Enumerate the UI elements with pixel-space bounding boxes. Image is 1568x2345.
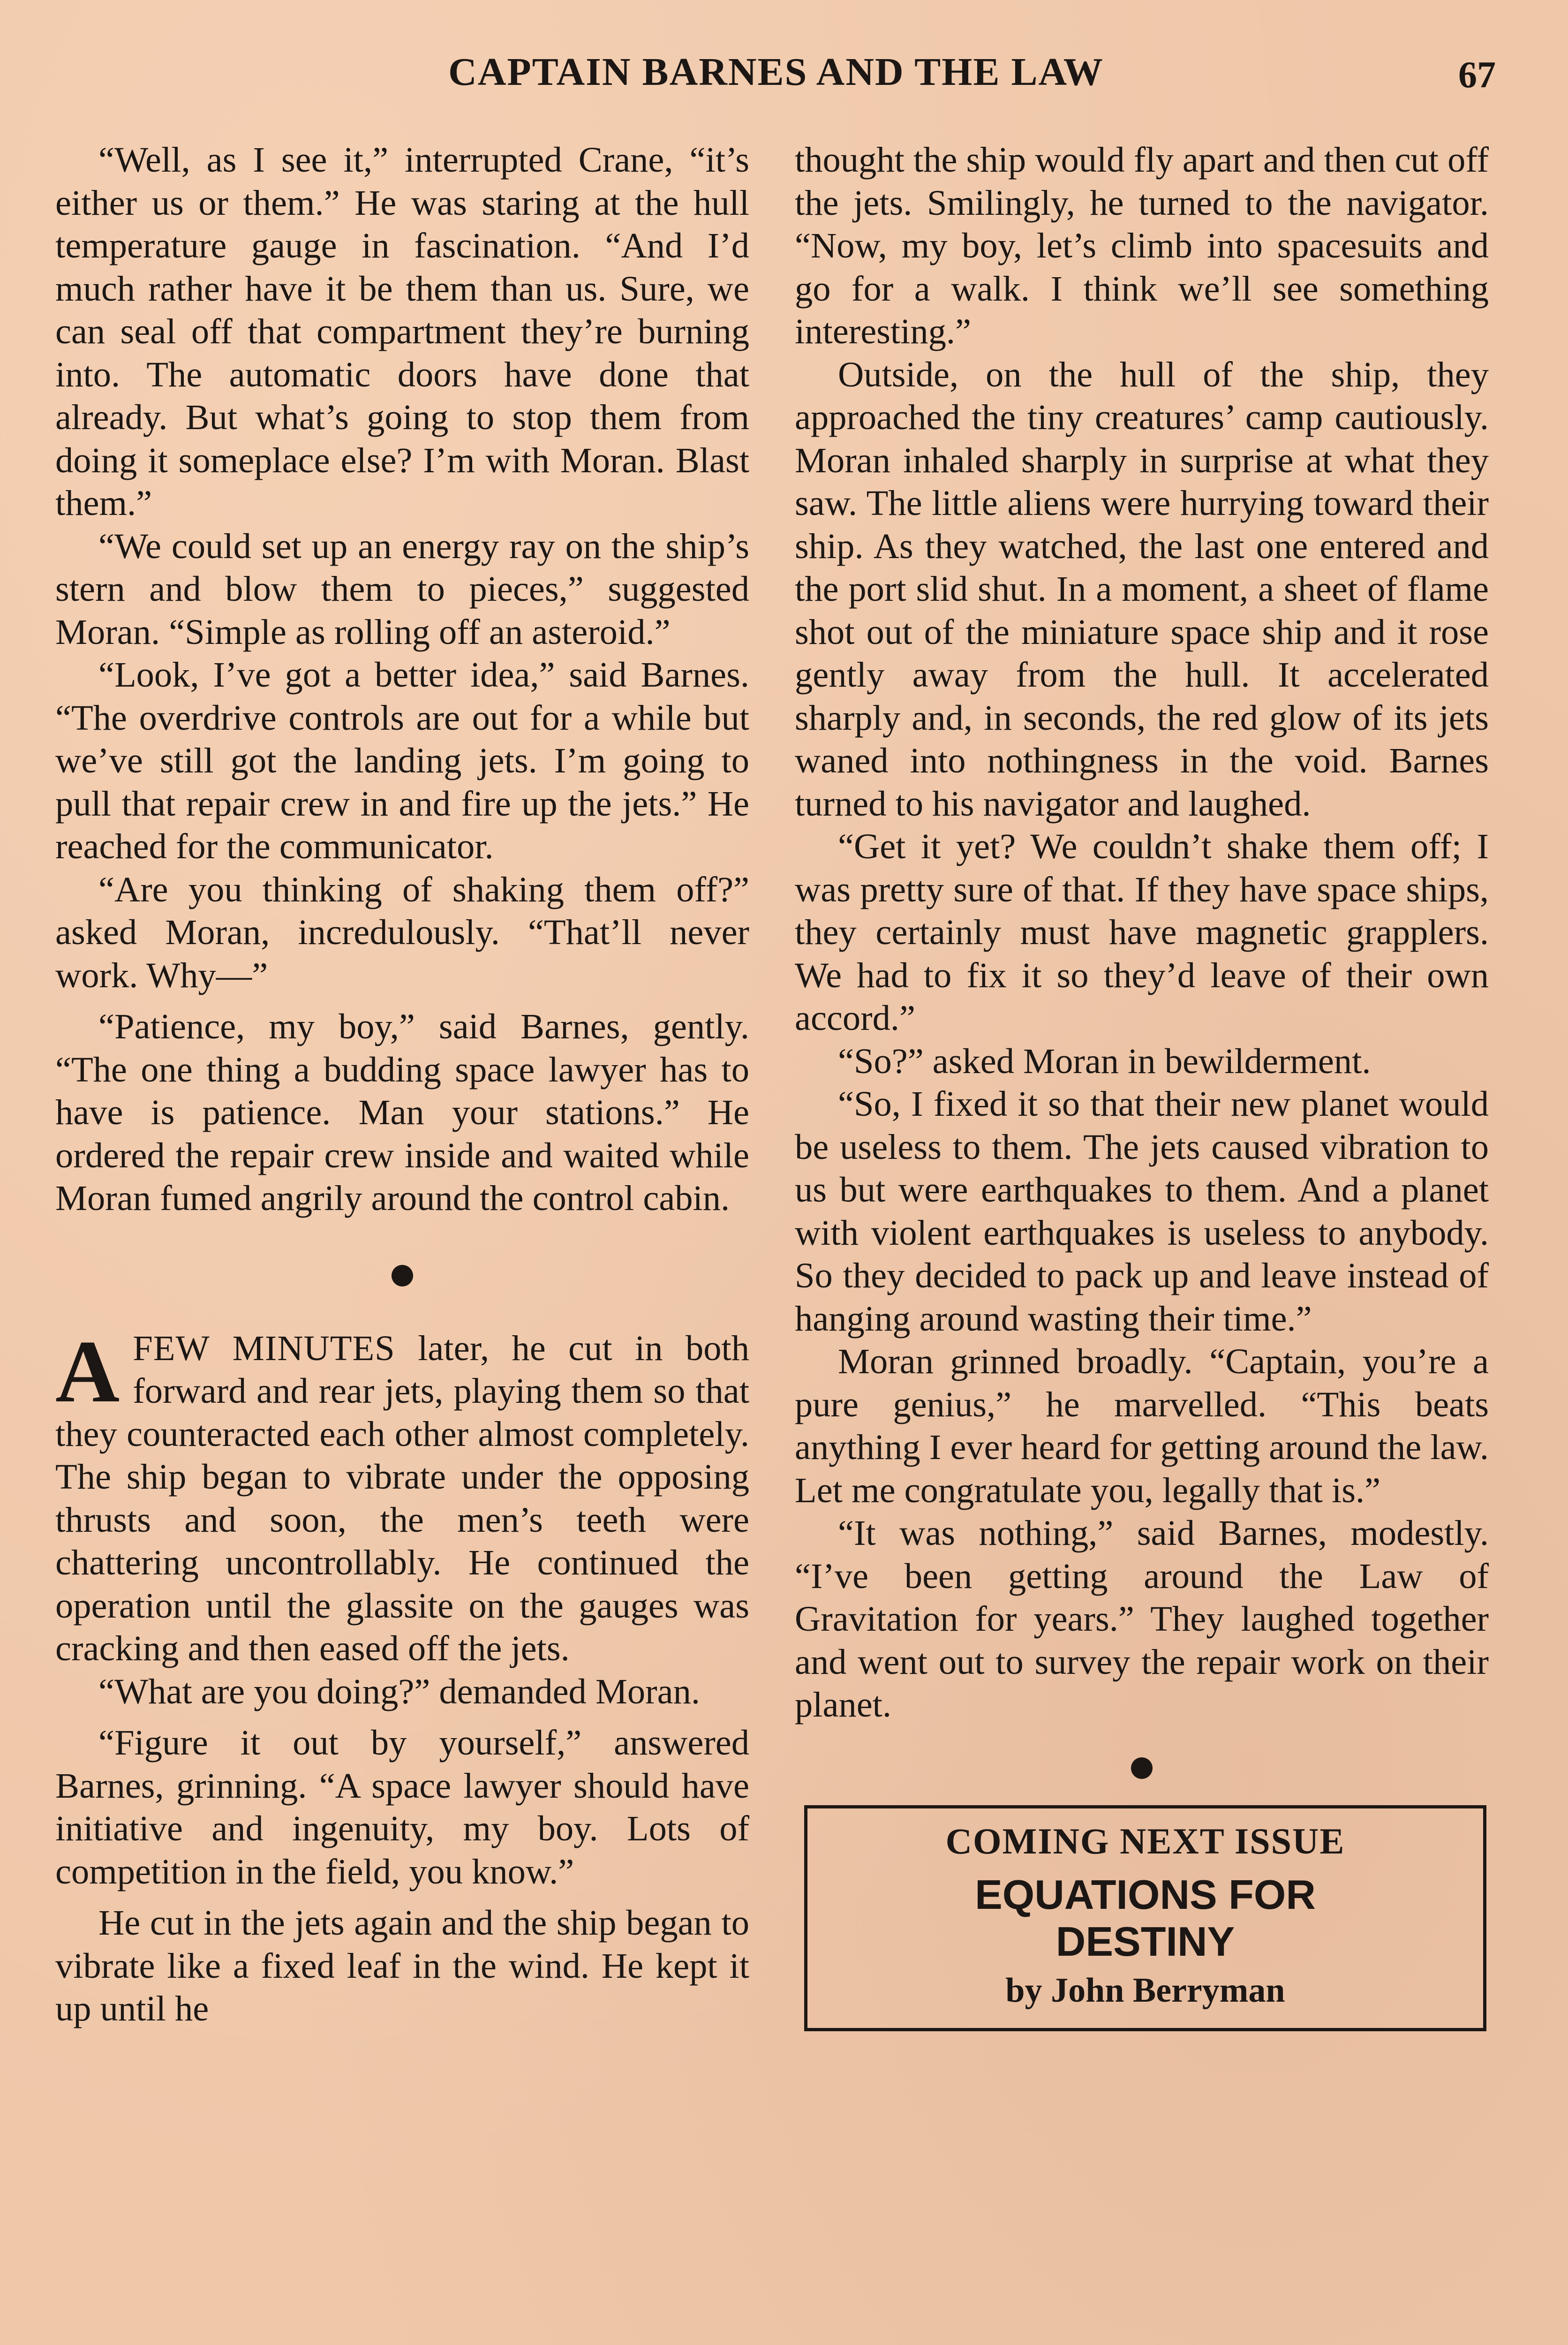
next-issue-title-line1: EQUATIONS FOR [975,1871,1316,1918]
story-paragraph: “We could set up an energy ray on the ship’s stern and blow them to pieces,” suggested Moran. “Simple as rolling off an asteroid.” [55,526,749,652]
section-break-dot [392,1265,413,1286]
story-paragraph: “So?” asked Moran in bewilderment. [838,1041,1371,1081]
story-paragraph: “What are you doing?” demanded Moran. [98,1671,700,1711]
dropcap-lead-text: FEW MINUTES [133,1328,395,1368]
dropcap-paragraph [55,1322,749,1670]
story-end-dot [1131,1757,1153,1779]
next-issue-label: COMING NEXT ISSUE [945,1820,1345,1861]
right-column [795,138,1489,2031]
story-paragraph: “Are you thinking of shaking them off?” asked Moran, incredulously. “That’ll never work. Why—” [55,869,749,995]
story-paragraph: “Get it yet? We couldn’t shake them off; I was pretty sure of that. If they have space ships, they certainly must have magnetic grapplers. We had to fix it so they’d leave of their own accord.” [795,826,1489,1038]
story-paragraph: He cut in the jets again and the ship began to vibrate like a fixed leaf in the wind. He kept it up until he [55,1903,749,2028]
dropcap-rest-text: later, he cut in both forward and rear jets, playing them so that they counteracted each other almost completely. The ship began to vibrate under the opposing thrusts and soon, the men’s teeth were chattering uncontrollably. He continued the operation until the glassite on the gauges was cracking and then eased off the jets. [55,1328,749,1668]
story-paragraph: Outside, on the hull of the ship, they approached the tiny creatures’ camp cautiously. Moran inhaled sharply in surprise at what they saw. The little aliens were hurrying toward their ship. As they watched, the last one entered and the port slid shut. In a moment, a sheet of flame shot out of the miniature space ship and it rose gently away from the hull. It accelerated sharply and, in seconds, the red glow of its jets waned into nothingness in the void. Barnes turned to his navigator and laughed. [795,354,1489,824]
story-paragraph: “Look, I’ve got a better idea,” said Barnes. “The overdrive controls are out for a while but we’ve still got the landing jets. I’m going to pull that repair crew in and fire up the jets.” He reached for the communicator. [55,655,749,866]
story-paragraph: “It was nothing,” said Barnes, modestly. “I’ve been getting around the Law of Gravitation for years.” They laughed together and went out to survey the repair work on their planet. [795,1513,1489,1725]
story-paragraph: “Figure it out by yourself,” answered Barnes, grinning. “A space lawyer should have initiative and ingenuity, my boy. Lots of competition in the field, you know.” [55,1723,749,1891]
next-issue-box [804,1805,1486,2031]
story-paragraph: Moran grinned broadly. “Captain, you’re a pure genius,” he marvelled. “This beats anything I ever heard for getting around the law. Let me congratulate you, legally that is.” [795,1341,1489,1510]
story-paragraph: thought the ship would fly apart and then cut off the jets. Smilingly, he turned to the navigator. “Now, my boy, let’s climb into spacesuits and go for a walk. I think we’ll see something interesting.” [795,140,1489,351]
page-header [56,45,1496,110]
story-paragraph: “Patience, my boy,” said Barnes, gently. “The one thing a budding space lawyer has to have is patience. Man your stations.” He ordered the repair crew inside and waited while Moran fumed angrily around the control cabin. [55,1006,749,1218]
dropcap-letter: A [55,1322,120,1421]
page-number: 67 [1458,54,1496,96]
running-title: CAPTAIN BARNES AND THE LAW [448,50,1104,94]
next-issue-author: by John Berryman [1005,1971,1285,2010]
next-issue-title-line2: DESTINY [1055,1918,1235,1965]
story-paragraph: “So, I fixed it so that their new planet would be useless to them. The jets caused vibration to us but were earthquakes to them. And a planet with violent earthquakes is useless to anybody. So they decided to pack up and leave instead of hanging around wasting their time.” [795,1084,1489,1339]
story-paragraph: “Well, as I see it,” interrupted Crane, “it’s either us or them.” He was staring at the hull temperature gauge in fascination. “And I’d much rather have it be them than us. Sure, we can seal off that compartment they’re burning into. The automatic doors have done that already. But what’s going to stop them from doing it someplace else? I’m with Moran. Blast them.” [55,140,749,523]
left-column [55,138,749,2030]
